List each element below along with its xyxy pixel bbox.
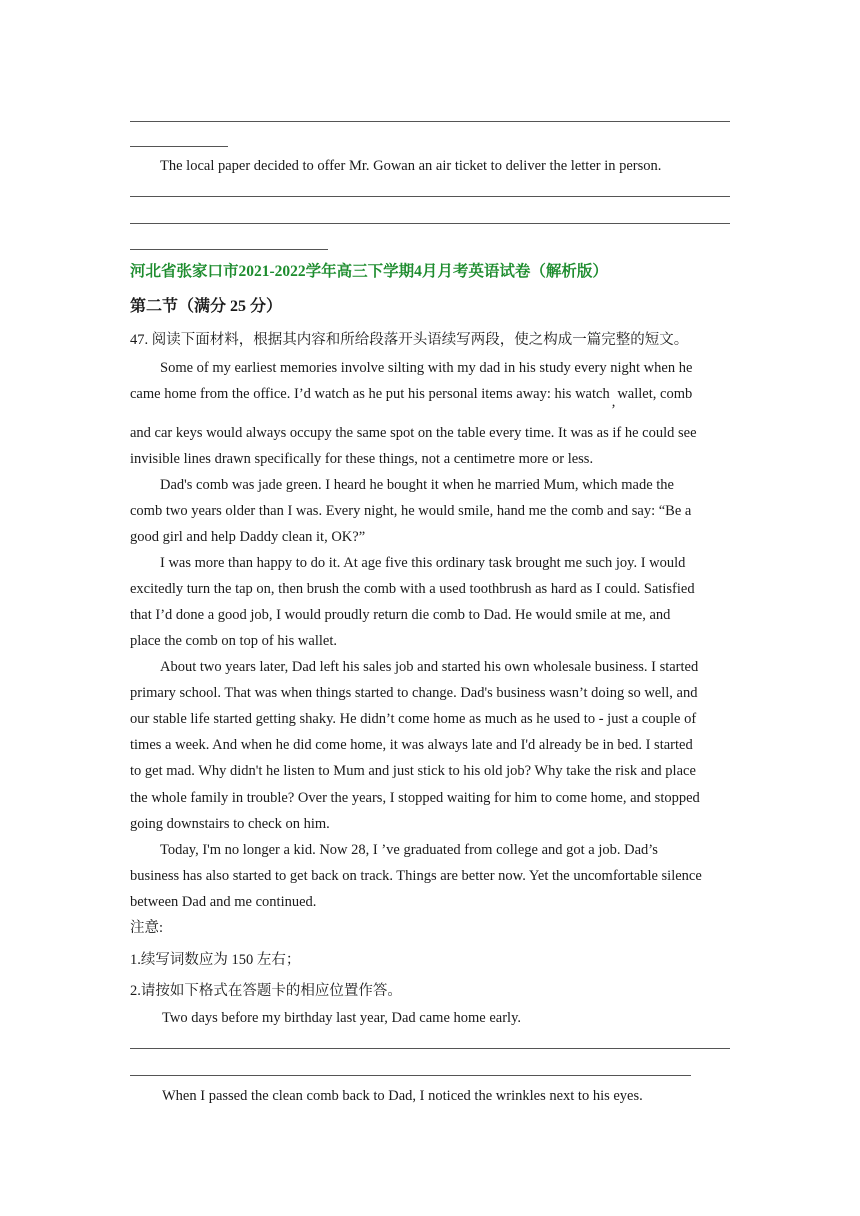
answer-line: [130, 146, 228, 147]
passage-line: invisible lines drawn specifically for these things, not a centimetre more or less.: [130, 451, 594, 467]
answer-line: [130, 223, 730, 224]
answer-line: [130, 121, 730, 122]
passage-line: the whole family in trouble? Over the years, I stopped waiting for him to come home, and stopped: [130, 790, 700, 806]
source-heading: 河北省张家口市2021-2022学年高三下学期4月月考英语试卷（解析版）: [130, 263, 608, 280]
notes-item: 2.请按如下格式在答题卡的相应位置作答。: [130, 983, 402, 999]
passage-line: to get mad. Why didn't he listen to Mum and just stick to his old job? Why take the risk and place: [130, 763, 696, 779]
notes-label: 注意:: [130, 920, 164, 936]
continuation-prompt-top: The local paper decided to offer Mr. Gowan an air ticket to deliver the letter in person.: [160, 158, 662, 174]
answer-line: [130, 1075, 691, 1076]
answer-line: [130, 249, 328, 250]
notes-item: 1.续写词数应为 150 左右；: [130, 952, 301, 968]
answer-line: [130, 196, 730, 197]
passage-text: wallet, comb: [617, 386, 693, 402]
passage-line: our stable life started getting shaky. He didn’t come home as much as he used to - just a couple of: [130, 711, 697, 727]
passage-comma: ,: [611, 394, 616, 410]
passage-line: [130, 384, 693, 410]
continuation-prompt-2: When I passed the clean comb back to Dad, I noticed the wrinkles next to his eyes.: [162, 1088, 643, 1104]
passage-line: Some of my earliest memories involve silting with my dad in his study every night when he: [160, 360, 693, 376]
passage-line: Dad's comb was jade green. I heard he bought it when he married Mum, which made the: [160, 477, 674, 493]
passage-line: comb two years older than I was. Every night, he would smile, hand me the comb and say: “Be a: [130, 503, 692, 519]
passage-line: About two years later, Dad left his sales job and started his own wholesale business. I started: [160, 659, 699, 675]
passage-line: times a week. And when he did come home, it was always late and I'd already be in bed. I started: [130, 737, 693, 753]
passage-line: place the comb on top of his wallet.: [130, 633, 337, 649]
passage-line: Today, I'm no longer a kid. Now 28, I ’ve graduated from college and got a job. Dad’s: [160, 842, 658, 858]
passage-line: that I’d done a good job, I would proudly return die comb to Dad. He would smile at me, and: [130, 607, 671, 623]
passage-line: I was more than happy to do it. At age five this ordinary task brought me such joy. I would: [160, 555, 686, 571]
passage-line: excitedly turn the tap on, then brush the comb with a used toothbrush as hard as I could. Satisfied: [130, 581, 695, 597]
passage-text: came home from the office. I’d watch as he put his personal items away: his watch: [130, 386, 610, 402]
question-intro: 47. 阅读下面材料，根据其内容和所给段落开头语续写两段，使之构成一篇完整的短文。: [130, 332, 689, 348]
passage-line: primary school. That was when things started to change. Dad's business wasn’t doing so well, and: [130, 685, 698, 701]
answer-line: [130, 1048, 730, 1049]
continuation-prompt-1: Two days before my birthday last year, Dad came home early.: [162, 1010, 522, 1026]
passage-line: good girl and help Daddy clean it, OK?”: [130, 529, 366, 545]
passage-line: business has also started to get back on track. Things are better now. Yet the uncomfortable silence: [130, 868, 702, 884]
section-title: 第二节（满分 25 分）: [130, 298, 283, 315]
passage-line: going downstairs to check on him.: [130, 816, 330, 832]
passage-line: between Dad and me continued.: [130, 894, 317, 910]
passage-line: and car keys would always occupy the same spot on the table every time. It was as if he could see: [130, 425, 697, 441]
